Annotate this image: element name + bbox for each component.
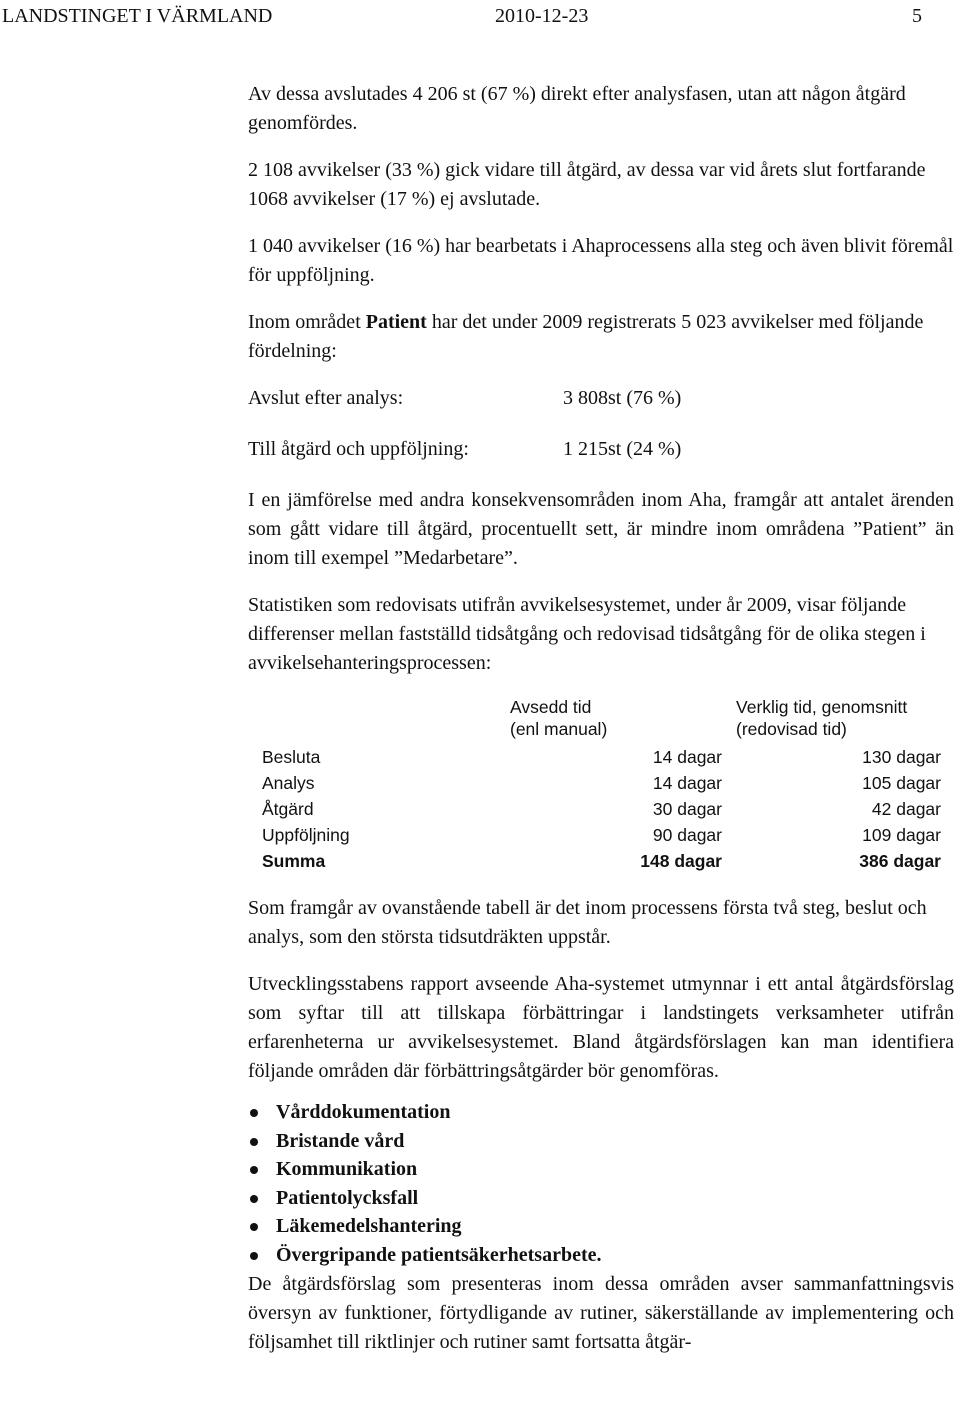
- distribution-value: 3 808st (76 %): [563, 387, 682, 409]
- list-item-label: Läkemedelshantering: [276, 1215, 462, 1238]
- list-item-label: Kommunikation: [276, 1158, 418, 1181]
- table-header-step: [262, 696, 422, 744]
- bullet-icon: [250, 1252, 258, 1260]
- table-header-row: [262, 696, 941, 744]
- paragraph-uppfoljning: 1 040 avvikelser (16 %) har bearbetats i Ahaprocessens alla steg och även blivit föremål för uppföljning.: [248, 235, 954, 286]
- table-row: [262, 770, 941, 796]
- header-date: 2010-12-23: [495, 5, 589, 27]
- paragraph-atgard: 2 108 avvikelser (33 %) gick vidare till åtgärd, av dessa var vid årets slut fortfarande 1068 avvikelser (17 %) ej avslutade.: [248, 159, 926, 210]
- paragraph-conclusion: Som framgår av ovanstående tabell är det inom processens första två steg, beslut och analys, som den största tidsutdräkten uppstår.: [248, 897, 927, 948]
- document-body: [248, 80, 954, 1357]
- list-item-label: Bristande vård: [276, 1129, 405, 1152]
- header-organization: LANDSTINGET I VÄRMLAND: [2, 5, 273, 27]
- list-item: [248, 1184, 954, 1213]
- table-cell-verklig: 130 dagar: [862, 747, 941, 767]
- table-cell-step: Summa: [262, 851, 326, 871]
- table-cell-step: Analys: [262, 773, 315, 793]
- list-item-label: Övergripande patientsäkerhetsarbete.: [276, 1243, 602, 1266]
- table-cell-step: Besluta: [262, 747, 321, 767]
- list-item: [248, 1212, 954, 1241]
- paragraph-statistics: Statistiken som redovisats utifrån avvikelsesystemet, under år 2009, visar följande differenser mellan fastställd tidsåtgång och redovisad tidsåtgång för de olika stegen i avvikelsehanteringsprocessen:: [248, 594, 926, 674]
- paragraph-patient: [248, 308, 954, 366]
- table-cell-verklig: 42 dagar: [871, 799, 941, 819]
- table-row: [262, 744, 941, 770]
- page-header: [2, 4, 922, 28]
- bullet-icon: [250, 1138, 258, 1146]
- distribution-label: Till åtgärd och uppföljning:: [248, 438, 469, 460]
- table-cell-avsedd: 14 dagar: [652, 773, 722, 793]
- table-cell-verklig: 105 dagar: [862, 773, 941, 793]
- paragraph-patient-lead: Inom området: [248, 311, 366, 333]
- table-header-verklig: Verklig tid, genomsnitt (redovisad tid): [736, 697, 908, 739]
- table-cell-step: Uppföljning: [262, 825, 350, 845]
- paragraph-summary: De åtgärdsförslag som presenteras inom dessa områden avser sammanfattningsvis översyn av funktioner, förtydligande av rutiner, säkerställande av implementering och följsamhet till riktlinjer och rutiner samt fortsatta åtgär-: [248, 1272, 954, 1353]
- table-cell-avsedd: 30 dagar: [652, 799, 722, 819]
- table-cell-verklig: 109 dagar: [862, 825, 941, 845]
- bullet-icon: [250, 1109, 258, 1117]
- table-row: [262, 822, 941, 848]
- list-item-label: Patientolycksfall: [276, 1186, 419, 1209]
- list-item: [248, 1241, 954, 1270]
- table-cell-step: Åtgärd: [262, 799, 314, 819]
- paragraph-avslutade: Av dessa avslutades 4 206 st (67 %) direkt efter analysfasen, utan att någon åtgärd genomfördes.: [248, 83, 906, 134]
- table-cell-verklig: 386 dagar: [859, 851, 941, 871]
- patient-term: Patient: [365, 311, 427, 333]
- improvement-areas-list: [248, 1098, 954, 1270]
- time-table: [262, 696, 941, 874]
- list-item: [248, 1155, 954, 1184]
- list-item-label: Vårddokumentation: [276, 1101, 451, 1123]
- table-row: [262, 796, 941, 822]
- table-cell-avsedd: 90 dagar: [652, 825, 722, 845]
- paragraph-report: Utvecklingsstabens rapport avseende Aha-systemet utmynnar i ett antal åtgärdsförslag som syftar till att tillskapa förbättringar i landstingets verksamheter utifrån erfarenheterna ur avvikelsesystemet. Bland åtgärdsförslagen kan man identifiera följande områden där förbättringsåtgärder bör genomföras.: [248, 973, 954, 1082]
- bullet-icon: [250, 1166, 258, 1174]
- paragraph-comparison: I en jämförelse med andra konsekvensområden inom Aha, framgår att antalet ärenden som gått vidare till åtgärd, procentuellt sett, är mindre inom områdena ”Patient” än inom till exempel ”Medarbetare”.: [248, 489, 954, 569]
- distribution-row: [248, 435, 954, 464]
- distribution-label: Avslut efter analys:: [248, 387, 404, 409]
- paragraph-patient-rest: har det under 2009 registrerats 5 023 avvikelser med följande fördelning:: [248, 311, 924, 362]
- table-cell-avsedd: 14 dagar: [652, 747, 722, 767]
- list-item: [248, 1127, 954, 1156]
- table-cell-avsedd: 148 dagar: [640, 851, 722, 871]
- bullet-icon: [250, 1195, 258, 1203]
- distribution-value: 1 215st (24 %): [563, 438, 682, 460]
- table-header-avsedd: Avsedd tid (enl manual): [510, 697, 608, 739]
- header-page-number: 5: [912, 5, 922, 27]
- bullet-icon: [250, 1223, 258, 1231]
- list-item: [248, 1098, 954, 1127]
- table-row-summa: [262, 848, 941, 874]
- distribution-row: [248, 384, 954, 413]
